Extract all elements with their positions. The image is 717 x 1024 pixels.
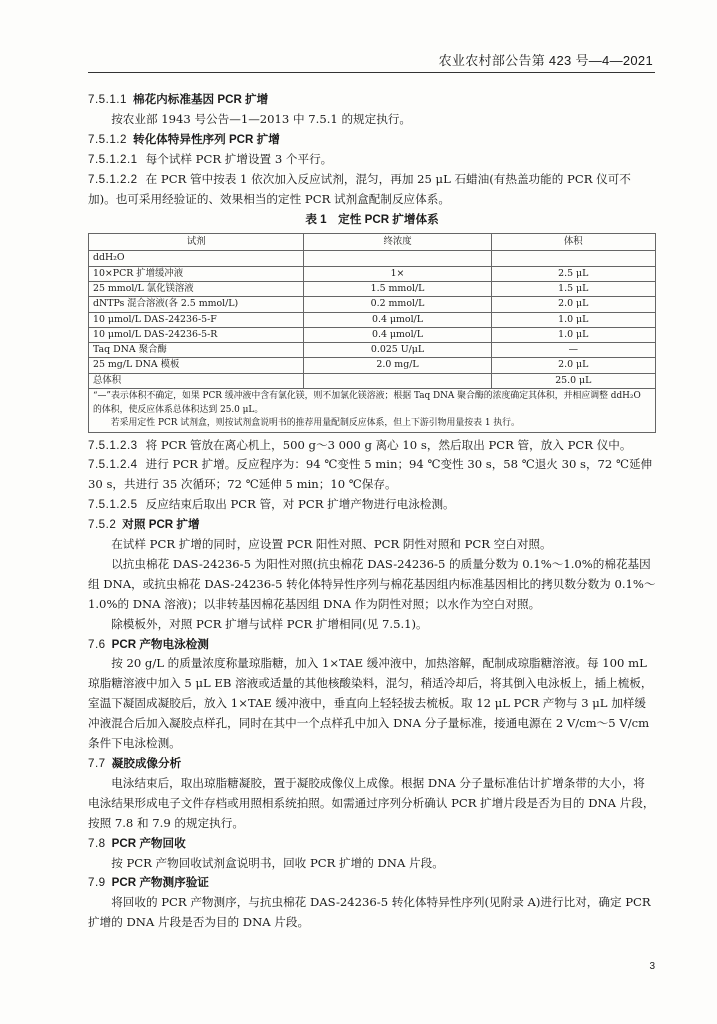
concentration-cell: 2.0 mg/L: [304, 358, 491, 373]
column-header: 体积: [491, 234, 655, 251]
paragraph: 按农业部 1943 号公告—1—2013 中 7.5.1 的规定执行。: [111, 111, 412, 126]
section-number: 7.6: [88, 637, 106, 651]
section-number: 7.8: [88, 836, 106, 850]
reagent-cell: 总体积: [89, 373, 304, 388]
section-title: 凝胶成像分析: [111, 757, 182, 771]
volume-cell: 1.5 μL: [491, 281, 655, 296]
section-title: PCR 产物回收: [111, 836, 186, 850]
section-heading: [88, 873, 656, 893]
paragraph: 除模板外，对照 PCR 扩增与试样 PCR 扩增相同(见 7.5.1)。: [111, 616, 428, 631]
reagent-cell: 25 mmol/L 氯化镁溶液: [89, 281, 304, 296]
paragraph: 按 20 g/L 的质量浓度称量琼脂糖，加入 1×TAE 缓冲液中，加热溶解，配制成琼脂糖溶液。每 100 mL 琼脂糖溶液中加入 5 μL EB 溶液或适量的其他核酸染料，混匀，稍适冷却后，将其倒入电泳板上，插上梳板，室温下凝固成凝胶后，放入 1×TAE 缓冲液中，垂直向上轻轻拔去梳板。取 12 μL PCR 产物与 3 μL 加样缓冲液混合后加入凝胶点样孔，同时在其中一个点样孔中加入 DNA 分子量标准，接通电源在 2 V/cm～5 V/cm 条件下电泳检测。: [88, 656, 653, 751]
section-number: 7.5.1.2.1: [88, 152, 138, 166]
table-row: [89, 327, 656, 342]
reagent-cell: 10 μmol/L DAS-24236-5-R: [89, 327, 304, 342]
section-number: 7.9: [88, 876, 106, 890]
section-number: 7.7: [88, 757, 106, 771]
volume-cell: —: [491, 343, 655, 358]
paragraph: 按 PCR 产物回收试剂盒说明书，回收 PCR 扩增的 DNA 片段。: [111, 855, 444, 870]
paragraph-text: 在 PCR 管中按表 1 依次加入反应试剂，混匀，再加 25 μL 石蜡油(有热盖功能的 PCR 仪可不加)。也可采用经验证的、效果相当的定性 PCR 试剂盒配制反应体系。: [88, 171, 631, 206]
reagent-cell: 25 mg/L DNA 模板: [89, 358, 304, 373]
volume-cell: 1.0 μL: [491, 312, 655, 327]
table-row: [89, 312, 656, 327]
section-number: 7.5.2: [88, 518, 117, 532]
section-heading: [88, 635, 656, 655]
section-heading: [88, 90, 656, 110]
table-row: [89, 251, 656, 266]
reagent-cell: 10 μmol/L DAS-24236-5-F: [89, 312, 304, 327]
table-note: “—”表示体积不确定，如果 PCR 缓冲液中含有氯化镁，则不加氯化镁溶液；根据 Taq DNA 聚合酶的浓度确定其体积，并相应调整 ddH₂O 的体积，使反应体系总体积达到 25.0 μL。: [93, 391, 641, 415]
table-note: 若采用定性 PCR 试剂盒，则按试剂盒说明书的推荐用量配制反应体系，但上下游引物用量按表 1 执行。: [110, 418, 520, 429]
section-number: 7.5.1.1: [88, 93, 127, 106]
document-body: [88, 90, 656, 933]
paragraph-text: 将 PCR 管放在离心机上，500 g～3 000 g 离心 10 s，然后取出 PCR 管，放入 PCR 仪中。: [145, 437, 632, 452]
section-title: PCR 产物测序验证: [111, 876, 209, 890]
section-number: 7.5.1.2.5: [88, 498, 138, 512]
table-row: [89, 358, 656, 373]
volume-cell: 1.0 μL: [491, 327, 655, 342]
paragraph-text: 反应结束后取出 PCR 管，对 PCR 扩增产物进行电泳检测。: [145, 497, 455, 512]
section-title: 转化体特异性序列 PCR 扩增: [132, 132, 280, 146]
table-row: [89, 266, 656, 281]
pcr-reaction-table: [88, 233, 656, 432]
reagent-cell: ddH₂O: [89, 251, 304, 266]
numbered-paragraph: [88, 150, 656, 170]
reagent-cell: 10×PCR 扩增缓冲液: [89, 266, 304, 281]
volume-cell: [491, 251, 655, 266]
numbered-paragraph: [88, 170, 656, 210]
section-title: 棉花内标准基因 PCR 扩增: [132, 93, 269, 106]
volume-cell: 2.0 μL: [491, 358, 655, 373]
page-number: 3: [649, 961, 655, 972]
paragraph: 在试样 PCR 扩增的同时，应设置 PCR 阳性对照、PCR 阴性对照和 PCR 空白对照。: [111, 537, 552, 552]
section-heading: [88, 130, 656, 150]
volume-cell: 25.0 μL: [491, 373, 655, 388]
header-rule: [88, 72, 655, 73]
concentration-cell: [304, 251, 491, 266]
volume-cell: 2.0 μL: [491, 297, 655, 312]
paragraph-text: 每个试样 PCR 扩增设置 3 个平行。: [145, 151, 333, 166]
section-heading: [88, 834, 656, 854]
reagent-cell: dNTPs 混合溶液(各 2.5 mmol/L): [89, 297, 304, 312]
column-header: 试剂: [89, 234, 304, 251]
table-caption: 表 1 定性 PCR 扩增体系: [305, 213, 439, 227]
table-row: [89, 297, 656, 312]
concentration-cell: 0.4 μmol/L: [304, 312, 491, 327]
concentration-cell: 0.025 U/μL: [304, 343, 491, 358]
table-note-cell: [89, 389, 656, 433]
numbered-paragraph: [88, 495, 656, 515]
paragraph: 电泳结束后，取出琼脂糖凝胶，置于凝胶成像仪上成像。根据 DNA 分子量标准估计扩增条带的大小，将电泳结果形成电子文件存档或用照相系统拍照。如需通过序列分析确认 PCR 扩增片段是否为目的 DNA 片段，按照 7.8 和 7.9 的规定执行。: [88, 775, 655, 830]
table-row: [89, 343, 656, 358]
concentration-cell: 1.5 mmol/L: [304, 281, 491, 296]
page-header: 农业农村部公告第 423 号—4—2021: [438, 53, 653, 68]
reagent-cell: Taq DNA 聚合酶: [89, 343, 304, 358]
column-header: 终浓度: [304, 234, 491, 251]
section-title: 对照 PCR 扩增: [122, 518, 200, 532]
table-note-row: [89, 389, 656, 433]
section-heading: [88, 515, 656, 535]
concentration-cell: 1×: [304, 266, 491, 281]
concentration-cell: 0.2 mmol/L: [304, 297, 491, 312]
table-row: [89, 281, 656, 296]
section-heading: [88, 754, 656, 774]
section-number: 7.5.1.2: [88, 132, 127, 146]
paragraph: 将回收的 PCR 产物测序，与抗虫棉花 DAS-24236-5 转化体特异性序列(见附录 A)进行比对，确定 PCR 扩增的 DNA 片段是否为目的 DNA 片段。: [88, 895, 651, 930]
paragraph: 以抗虫棉花 DAS-24236-5 为阳性对照(抗虫棉花 DAS-24236-5 的质量分数为 0.1%～1.0%的棉花基因组 DNA，或抗虫棉花 DAS-24236-5 转化体特异性序列与棉花基因组内标准基因相比的拷贝数分数为 0.1%～1.0%的 DNA 溶液)；以非转基因棉花基因组 DNA 作为阴性对照；以水作为空白对照。: [88, 556, 656, 611]
section-number: 7.5.1.2.2: [88, 172, 138, 186]
section-title: PCR 产物电泳检测: [111, 637, 209, 651]
table-total-row: [89, 373, 656, 388]
volume-cell: 2.5 μL: [491, 266, 655, 281]
concentration-cell: [304, 373, 491, 388]
section-number: 7.5.1.2.3: [88, 438, 138, 452]
concentration-cell: 0.4 μmol/L: [304, 327, 491, 342]
table-header-row: [89, 234, 656, 251]
numbered-paragraph: [88, 455, 656, 495]
numbered-paragraph: [88, 436, 656, 456]
section-number: 7.5.1.2.4: [88, 458, 138, 472]
paragraph-text: 进行 PCR 扩增。反应程序为：94 ℃变性 5 min；94 ℃变性 30 s，58 ℃退火 30 s，72 ℃延伸 30 s，共进行 35 次循环；72 ℃延伸 5 min；10 ℃保存。: [88, 457, 653, 492]
